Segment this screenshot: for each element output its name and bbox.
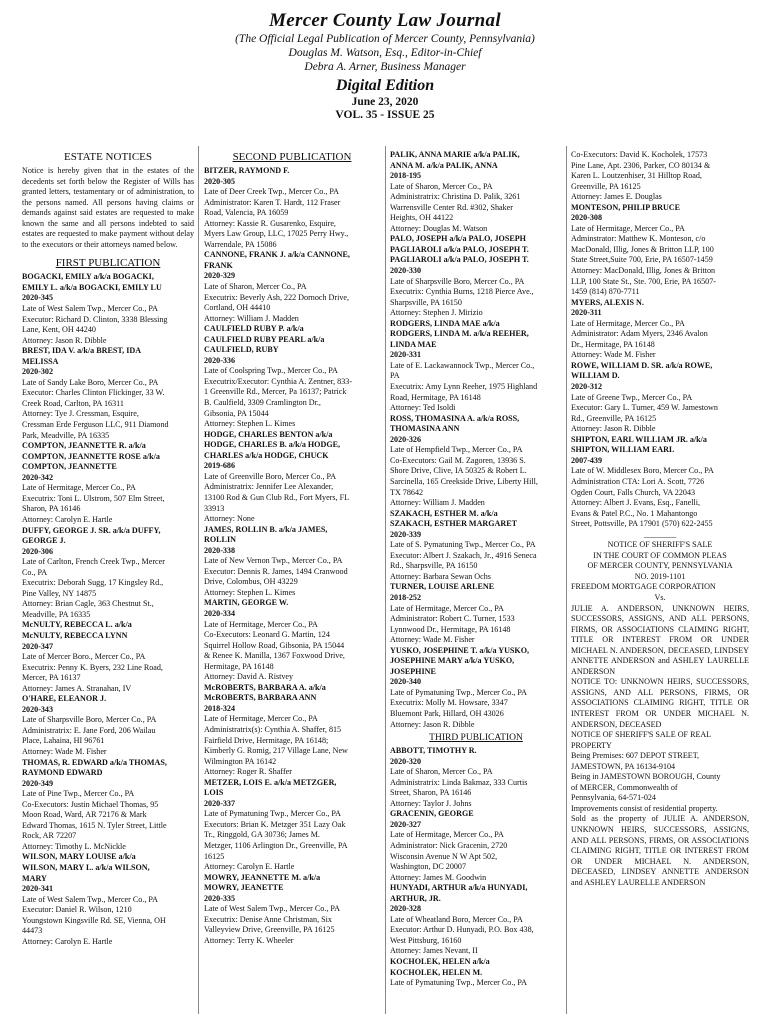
estate-detail-line: Late of Pymatuning Twp., Mercer Co., PA bbox=[390, 687, 528, 697]
estate-heading-line: PAGLIAROLI a/k/a PALO, JOSEPH T. bbox=[390, 255, 529, 265]
estate-detail-line: Attorney: Stephen J. Mirizio bbox=[390, 308, 483, 318]
column-divider bbox=[566, 146, 567, 1014]
notice-center-line: ________ bbox=[643, 529, 677, 539]
estate-heading-line: COMPTON, JEANNETTE R. a/k/a bbox=[22, 441, 146, 451]
estate-detail-line: 44473 bbox=[22, 926, 43, 936]
estate-heading-line: ABBOTT, TIMOTHY R. bbox=[390, 746, 477, 756]
estate-detail-line: Executrix: Deborah Sugg, 17 Kingsley Rd., bbox=[22, 578, 164, 588]
estate-detail-line: Late of Sharpsville Boro, Mercer Co., PA bbox=[22, 715, 157, 725]
estate-detail-line: Attorney: James E. Douglas bbox=[571, 192, 662, 202]
estate-heading-line: 2020-347 bbox=[22, 641, 54, 651]
estate-detail-line: Ogden Court, Falls Church, VA 22043 bbox=[571, 487, 696, 497]
estate-detail-line: Attorney: Brian Cagle, 363 Chestnut St., bbox=[22, 599, 154, 609]
estate-heading-line: O'HARE, ELEANOR J. bbox=[22, 694, 107, 704]
estate-detail-line: Improvements consist of residential property. bbox=[571, 803, 718, 813]
estate-heading-line: McROBERTS, BARBARA ANN bbox=[204, 693, 317, 703]
column-divider bbox=[385, 146, 386, 1014]
estate-heading-line: McROBERTS, BARBARA A. a/k/a bbox=[204, 682, 326, 692]
estate-detail-line: Myers Law Group, LLC, 17025 Perry Hwy., bbox=[204, 229, 349, 239]
estate-heading-line: SZAKACH, ESTHER M. a/k/a bbox=[390, 508, 498, 518]
estate-detail-line: Attorney: MacDonald, Illig, Jones & Britton bbox=[571, 266, 716, 276]
estate-heading-line: ANNA M. a/k/a PALIK, ANNA bbox=[390, 160, 498, 170]
estate-detail-line: Administratrix: E. Jane Ford, 206 Wailau bbox=[22, 725, 156, 735]
estate-detail-line: Late of Sharon, Mercer Co., PA bbox=[390, 181, 493, 191]
estate-detail-line: Edward Thomas, 1615 N. Tyler Street, Little bbox=[22, 820, 167, 830]
estate-detail-line: Co-Executors: Gail M. Zagoren, 13936 S. bbox=[390, 455, 526, 465]
estate-detail-line: Attorney: None bbox=[204, 514, 255, 524]
estate-detail-line: Rd., Greenville, PA 16125 bbox=[571, 413, 657, 423]
estate-detail-line: 1459 (814) 870-7711 bbox=[571, 287, 640, 297]
estate-heading-line: GRACENIN, GEORGE bbox=[390, 809, 474, 819]
estate-heading-line: 2020-330 bbox=[390, 266, 422, 276]
estate-detail-line: LLP, 100 State St., Ste. 700, Erie, PA 16507- bbox=[571, 276, 716, 286]
estate-detail-line: Cortland, OH 44410 bbox=[204, 303, 271, 313]
estate-detail-line: 33913 bbox=[204, 503, 225, 513]
estate-heading-line: 2020-331 bbox=[390, 350, 422, 360]
estate-detail-line: Administrator: Nick Gracenin, 2720 bbox=[390, 841, 508, 850]
estate-heading-line: MARTIN, GEORGE W. bbox=[204, 598, 289, 608]
estate-heading-line: RODGERS, LINDA MAE a/k/a bbox=[390, 318, 500, 328]
notice-paragraph: JULIE A. ANDERSON, UNKNOWN HEIRS, SUCCESSORS, ASSIGNS, AND ALL PERSONS, FIRMS, OR ASSOCIATIONS CLAIMING RIGHT, TITLE OR INTEREST FROM OR UNDER MICHAEL N. ANDERSON, DECEASED, LINDSEY ANNETTE ANDERSON and ASHLEY LAURELLE ANDERSON bbox=[571, 603, 749, 676]
estate-heading-line: 2020-337 bbox=[204, 798, 236, 808]
estate-detail-line: Rock, AR 72207 bbox=[22, 831, 77, 841]
estate-heading-line: ARTHUR, JR. bbox=[390, 893, 441, 903]
estate-detail-line: Late of Hermitage, Mercer Co., PA bbox=[390, 830, 504, 840]
estate-detail-line: Executors: Brian K. Metzger 351 Lazy Oak bbox=[204, 819, 346, 829]
estate-detail-line: MacDonald, Illig, Jones & Britton LLP, 100 bbox=[571, 244, 714, 254]
estate-detail-line: Administratrix: Jennifer Lee Alexander, bbox=[204, 482, 334, 492]
estate-heading-line: 2020-311 bbox=[571, 308, 602, 318]
estate-detail-line: Attorney: Jason R. Dibble bbox=[571, 424, 656, 434]
estate-detail-line: Pine Valley, NY 14875 bbox=[22, 588, 97, 598]
estate-detail-line: Late of Wheatland Boro, Mercer Co., PA bbox=[390, 914, 523, 924]
estate-detail-line: Attorney: William J. Madden bbox=[390, 498, 485, 508]
estate-detail-line: Late of Pymatuning Twp., Mercer Co., PA bbox=[390, 978, 528, 988]
estate-list bbox=[22, 272, 194, 947]
estate-heading-line: HODGE, CHARLES BENTON a/k/a bbox=[204, 429, 333, 439]
estate-detail-line: Attorney: Wade M. Fisher bbox=[390, 635, 475, 645]
estate-heading-line: 2020-341 bbox=[22, 884, 54, 894]
estate-heading-line: 2020-312 bbox=[571, 382, 603, 392]
estate-detail-line: Squirrel Hollow Road, Gibsonia, PA 15044 bbox=[204, 640, 345, 650]
estate-heading-line: MYERS, ALEXIS N. bbox=[571, 297, 644, 307]
estate-detail-line: Attorney: James M. Goodwin bbox=[390, 872, 487, 882]
estate-detail-line: Sarcinella, 165 Creekside Drive, Liberty Hill, bbox=[390, 476, 538, 486]
estate-detail-line: Attorney: Jason R. Dibble bbox=[390, 719, 475, 729]
estate-detail-line: Co., PA bbox=[22, 567, 48, 577]
estate-heading-line: SHIPTON, WILLIAM EARL bbox=[571, 445, 675, 455]
estate-heading-line: MARY bbox=[22, 873, 47, 883]
estate-detail-line: Late of Hermitage, Mercer Co., PA bbox=[204, 714, 318, 724]
estate-detail-line: Attorney: Wade M. Fisher bbox=[22, 746, 107, 756]
masthead bbox=[0, 10, 770, 122]
notice-center-line: NOTICE OF SHERIFF'S SALE bbox=[607, 540, 713, 550]
estate-detail-line: Co-Executors: Leonard G. Martin, 124 bbox=[204, 630, 330, 640]
estate-heading-line: 2020-345 bbox=[22, 293, 54, 303]
estate-detail-line: Executor: Richard D. Clinton, 3338 Blessing bbox=[22, 314, 168, 324]
estate-heading-line: ROLLIN bbox=[204, 535, 236, 545]
estate-heading-line: 2020-343 bbox=[22, 704, 54, 714]
estate-heading-line: HUNYADI, ARTHUR a/k/a HUNYADI, bbox=[390, 883, 528, 893]
estate-detail-line: FREEDOM MORTGAGE CORPORATION bbox=[571, 582, 716, 592]
estate-detail-line: Attorney: Albert J. Evans, Esq., Fanelli, bbox=[571, 498, 701, 508]
estate-detail-line: Rd., Sharpsville, PA 16150 bbox=[390, 561, 478, 571]
estate-detail-line: Late of West Salem Twp., Mercer Co., PA bbox=[22, 894, 158, 904]
estate-heading-line: 2020-305 bbox=[204, 176, 236, 186]
notice-paragraph: Sold as the property of JULIE A. ANDERSON, UNKNOWN HEIRS, SUCCESSORS, ASSIGNS, AND ALL PERSONS, FIRMS, OR ASSOCIATIONS CLAIMING RIGHT, TITLE OR INTEREST FROM OR UNDER MICHAEL N. ANDERSON, DECEASED, LINDSEY ANNETTE ANDERSON and ASHLEY LAURELLE ANDERSON bbox=[571, 814, 749, 887]
estate-detail-line: Evans & Patel P.C., No. 1 Mahantongo bbox=[571, 508, 698, 518]
column-4 bbox=[571, 150, 749, 1022]
estate-heading-line: LINDA MAE bbox=[390, 339, 437, 349]
estate-detail-line: Late of Deer Creek Twp., Mercer Co., PA bbox=[204, 187, 339, 197]
estate-heading-line: 2020-306 bbox=[22, 546, 54, 556]
estate-detail-line: Attorney: Taylor J. Johns bbox=[390, 798, 472, 808]
estate-detail-line: Dr., Hermitage, PA 16148 bbox=[571, 339, 655, 349]
estate-heading-line: WILLIAM D. bbox=[571, 371, 620, 381]
estate-heading-line: 2020-340 bbox=[390, 677, 422, 687]
first-publication-heading: FIRST PUBLICATION bbox=[55, 257, 161, 270]
estate-list bbox=[390, 150, 562, 989]
estate-detail-line: Late of Pine Twp., Mercer Co., PA bbox=[22, 789, 135, 799]
estate-detail-line: Executor: Albert J. Szakach, Jr., 4916 Seneca bbox=[390, 550, 537, 560]
estate-heading-line: 2020-308 bbox=[571, 213, 603, 223]
estate-detail-line: Executor: Daniel R. Wilson, 1210 bbox=[22, 905, 132, 915]
estate-detail-line: Attorney: Kassie R. Gusarenko, Esquire, bbox=[204, 218, 336, 228]
estate-detail-line: Late of New Vernon Twp., Mercer Co., PA bbox=[204, 556, 343, 566]
journal-title: Mercer County Law Journal bbox=[269, 10, 501, 31]
notice-center-line: NO. 2019-1101 bbox=[634, 571, 686, 581]
estate-detail-line: Cressman Erde Ferguson LLC, 911 Diamond bbox=[22, 420, 169, 430]
estate-heading-line: COMPTON, JEANNETTE bbox=[22, 462, 117, 472]
estate-detail-line: Street, Sharon, PA 16146 bbox=[390, 788, 472, 798]
estate-heading-line: WILSON, MARY LOUISE a/k/a bbox=[22, 852, 136, 862]
estate-heading-line: ROWE, WILLIAM D. SR. a/k/a ROWE, bbox=[571, 360, 713, 370]
estate-detail-line: Late of Sharpsville Boro, Mercer Co., PA bbox=[390, 276, 525, 286]
manager-line: Debra A. Arner, Business Manager bbox=[304, 61, 466, 73]
estate-detail-line: NOTICE OF SHERIFF'S SALE OF REAL bbox=[571, 730, 712, 740]
estate-heading-line: JOSEPHINE bbox=[390, 666, 436, 676]
estate-detail-line: Lane, Kent, OH 44240 bbox=[22, 325, 96, 335]
estate-detail-line: 13100 Rod & Gun Club Rd., Fort Myers, FL bbox=[204, 492, 350, 502]
notice-center-line: IN THE COURT OF COMMON PLEAS bbox=[593, 550, 727, 560]
estate-heading-line: LOIS bbox=[204, 788, 224, 798]
estate-detail-line: 1 Greenville Rd., Mercer, Pa 16137; Patrick bbox=[204, 387, 347, 397]
estate-detail-line: Late of Coolspring Twp., Mercer Co., PA bbox=[204, 366, 338, 376]
estate-detail-line: State Street,Suite 700, Erie, PA 16507-1459 bbox=[571, 255, 713, 265]
estate-detail-line: Fairfield Drive, Hermitage, PA 16148; bbox=[204, 735, 329, 745]
estate-detail-line: Kimberly G. Romig, 217 Village Lane, New bbox=[204, 746, 348, 756]
estate-detail-line: Bluemont Park, Hillard, OH 43026 bbox=[390, 708, 504, 718]
estate-detail-line: Being Premises: 607 DEPOT STREET, bbox=[571, 751, 700, 761]
estate-heading-line: SZAKACH, ESTHER MARGARET bbox=[390, 519, 518, 529]
estate-heading-line: GEORGE J. bbox=[22, 536, 66, 546]
estate-heading-line: HODGE, CHARLES B. a/k/a HODGE, bbox=[204, 440, 341, 450]
estate-detail-line: Attorney: Jason R. Dibble bbox=[22, 335, 107, 345]
estate-detail-line: Attorney: Terry K. Wheeler bbox=[204, 935, 294, 945]
estate-detail-line: West Pittsburg, 16160 bbox=[390, 935, 462, 945]
estate-heading-line: 2007-439 bbox=[571, 455, 603, 465]
estate-detail-line: Warrensville Center Rd. #302, Shaker bbox=[390, 202, 513, 212]
estate-detail-line: Executrix: Amy Lynn Reeher, 1975 Highland bbox=[390, 382, 538, 392]
estate-detail-line: Park, Meadville, PA 16335 bbox=[22, 430, 110, 440]
estate-notices-heading: ESTATE NOTICES bbox=[63, 151, 153, 163]
column-1 bbox=[22, 150, 194, 1022]
estate-detail-line: Attorney: Carolyn E. Hartle bbox=[22, 514, 113, 524]
estate-heading-line: RAYMOND EDWARD bbox=[22, 768, 103, 778]
estate-heading-line: METZER, LOIS E. a/k/a METZGER, bbox=[204, 777, 337, 787]
estate-detail-line: Shore Drive, Clive, IA 50325 & Robert L. bbox=[390, 466, 527, 476]
estate-heading-line: MELISSA bbox=[22, 356, 59, 366]
estate-heading-line: BREST, IDA V. a/k/a BREST, IDA bbox=[22, 346, 142, 356]
estate-detail-line: Warrendale, PA 15086 bbox=[204, 239, 277, 249]
notice-paragraph: NOTICE TO: UNKNOWN HEIRS, SUCCESSORS, ASSIGNS, AND ALL PERSONS, FIRMS, OR ASSOCIATIONS CLAIMING RIGHT, TITLE OR INTEREST FROM OR UNDER MICHAEL N. ANDERSON, DECEASED bbox=[571, 677, 749, 729]
estate-detail-line: Attorney: Roger R. Shaffer bbox=[204, 767, 292, 777]
estate-detail-line: Creek Road, Carlton, PA 16311 bbox=[22, 398, 124, 408]
estate-heading-line: 2020-339 bbox=[390, 529, 422, 539]
estate-detail-line: Late of Greenville Boro, Mercer Co., PA bbox=[204, 471, 337, 481]
estate-detail-line: Adminstrator: Matthew K. Monteson, c/o bbox=[571, 234, 706, 244]
estate-heading-line: 2020-349 bbox=[22, 778, 54, 788]
estate-detail-line: Attorney: Douglas M. Watson bbox=[390, 223, 488, 233]
edition-label: Digital Edition bbox=[335, 77, 435, 94]
estate-detail-line: Hermitage, PA 16148 bbox=[204, 661, 274, 671]
estate-detail-line: Road, Valencia, PA 16059 bbox=[204, 208, 289, 218]
notice-center-line: Vs. bbox=[654, 592, 666, 602]
estate-heading-line: EMILY L. a/k/a BOGACKI, EMILY LU bbox=[22, 282, 162, 292]
estate-detail-line: Mercer, PA 16137 bbox=[22, 673, 81, 683]
estate-detail-line: Executor: Arthur D. Hunyadi, P.O. Box 438, bbox=[390, 925, 534, 935]
estate-detail-line: Greenville, PA 16125 bbox=[571, 181, 641, 191]
estate-heading-line: KOCHOLEK, HELEN M. bbox=[390, 967, 483, 977]
estate-detail-line: Administrator: Adam Myers, 2346 Avalon bbox=[571, 329, 708, 339]
estate-detail-line: Valleyview Drive, Greenville, PA 16125 bbox=[204, 925, 335, 935]
estate-heading-line: TURNER, LOUISE ARLENE bbox=[390, 582, 495, 592]
estate-detail-line: B. Caulfield, 3309 Cramlington Dr., bbox=[204, 398, 321, 408]
estate-detail-line: of MERCER, Commonwealth of bbox=[571, 782, 678, 792]
estate-detail-line: 16125 bbox=[204, 851, 225, 861]
editor-line: Douglas M. Watson, Esq., Editor-in-Chief bbox=[288, 47, 482, 59]
estate-detail-line: Late of S. Pymatuning Twp., Mercer Co., PA bbox=[390, 540, 536, 550]
estate-heading-line: WILSON, MARY L. a/k/a WILSON, bbox=[22, 863, 150, 872]
journal-subtitle: (The Official Legal Publication of Mercer County, Pennsylvania) bbox=[235, 33, 535, 45]
estate-detail-line: Sharpsville, PA 16150 bbox=[390, 297, 462, 307]
estate-detail-line: Heights, OH 44122 bbox=[390, 213, 454, 223]
estate-detail-line: Executrix: Penny K. Byers, 232 Line Road, bbox=[22, 662, 163, 672]
estate-detail-line: Washington, DC 20007 bbox=[390, 862, 467, 872]
estate-detail-line: PA bbox=[390, 371, 400, 381]
estate-detail-line: Executrix: Beverly Ash, 222 Dornoch Drive, bbox=[204, 292, 349, 302]
estate-heading-line: 2020-338 bbox=[204, 545, 236, 555]
estate-detail-line: Tr., Ringgold, GA 30736; James M. bbox=[204, 830, 320, 840]
estate-detail-line: & Renee K. Manilla, 1367 Foxwood Drive, bbox=[204, 651, 345, 661]
estate-detail-line: Co-Executors: David K. Kocholek, 17573 bbox=[571, 150, 708, 159]
estate-heading-line: 2019-686 bbox=[204, 461, 236, 471]
estate-detail-line: Lynnwood Dr., Hermitage, PA 16148 bbox=[390, 624, 511, 634]
estate-detail-line: Attorney: Stephen L. Kimes bbox=[204, 419, 296, 429]
estate-detail-line: Attorney: David A. Ristvey bbox=[204, 672, 294, 682]
estate-detail-line: Late of West Salem Twp., Mercer Co., PA bbox=[22, 304, 158, 314]
estate-detail-line: Metzger, 1106 Arlington Dr., Greenville, PA bbox=[204, 841, 348, 850]
estate-heading-line: PALO, JOSEPH a/k/a PALO, JOSEPH bbox=[390, 234, 526, 244]
publication-section-heading: THIRD PUBLICATION bbox=[429, 733, 523, 744]
estate-heading-line: 2020-328 bbox=[390, 904, 422, 914]
estate-detail-line: Late of Sharon, Mercer Co., PA bbox=[390, 767, 493, 777]
estate-heading-line: JOSEPHINE MARY a/k/a YUSKO, bbox=[390, 656, 515, 666]
estate-heading-line: 2018-252 bbox=[390, 592, 422, 602]
estate-heading-line: KOCHOLEK, HELEN a/k/a bbox=[390, 957, 490, 967]
estate-detail-line: Administratrix: Linda Bakmaz, 333 Curtis bbox=[390, 777, 528, 787]
estate-heading-line: FRANK bbox=[204, 260, 233, 270]
estate-heading-line: BITZER, RAYMOND F. bbox=[204, 166, 290, 175]
estate-detail-line: Administration CTA: Lori A. Scott, 7726 bbox=[571, 476, 705, 486]
estate-detail-line: Attorney: James Nevant, II bbox=[390, 946, 478, 956]
estate-heading-line: PAGLIAROLI a/k/a PALO, JOSEPH T. bbox=[390, 244, 529, 254]
estate-heading-line: ROSS, THOMASINA A. a/k/a ROSS, bbox=[390, 413, 520, 423]
second-publication-heading: SECOND PUBLICATION bbox=[232, 151, 352, 163]
estate-heading-line: 2020-326 bbox=[390, 434, 422, 444]
estate-detail-line: Attorney: Ted Isoldi bbox=[390, 403, 456, 413]
estate-heading-line: CAULFIELD, RUBY bbox=[204, 345, 279, 355]
estate-heading-line: 2018-324 bbox=[204, 703, 236, 713]
estate-detail-line: Executor: Dennis R. James, 1494 Cranwood bbox=[204, 566, 348, 576]
estate-detail-line: Executrix: Denise Anne Christman, Six bbox=[204, 914, 332, 924]
estate-detail-line: TX 78642 bbox=[390, 487, 424, 497]
estate-detail-line: Road, Hermitage, PA 16148 bbox=[390, 392, 481, 402]
estate-detail-line: Executrix: Cynthia Burns, 1218 Pierce Ave., bbox=[390, 287, 534, 297]
estate-heading-line: McNULTY, REBECCA LYNN bbox=[22, 630, 128, 640]
estate-detail-line: Late of Hermitage, Mercer Co., PA bbox=[571, 223, 685, 233]
estate-detail-line: Late of Mercer Boro., Mercer Co., PA bbox=[22, 652, 146, 662]
estate-notices-intro: Notice is hereby given that in the estates of the decedents set forth below the Register of Wills has granted letters, testamentary or of administration, to the persons named. All persons having claims or demands against said estates are requested to make known the same and all persons indebted to said estates are requested to make payment without delay to the executors or their attorneys named below. bbox=[22, 166, 194, 249]
estate-heading-line: YUSKO, JOSEPHINE T. a/k/a YUSKO, bbox=[390, 645, 530, 655]
estate-heading-line: THOMASINA ANN bbox=[390, 424, 460, 434]
estate-heading-line: CAULFIELD RUBY P. a/k/a bbox=[204, 324, 304, 334]
estate-detail-line: Late of Pymatuning Twp., Mercer Co., PA bbox=[204, 809, 342, 819]
estate-heading-line: CHARLES a/k/a HODGE, CHUCK bbox=[204, 450, 329, 460]
column-divider bbox=[198, 146, 199, 1014]
estate-heading-line: JAMES, ROLLIN B. a/k/a JAMES, bbox=[204, 524, 328, 534]
estate-detail-line: Late of West Salem Twp., Mercer Co., PA bbox=[204, 904, 340, 914]
estate-detail-line: Late of Hermitage, Mercer Co., PA bbox=[204, 619, 318, 629]
estate-detail-line: Moon Road, Ward, AR 72176 & Mark bbox=[22, 810, 147, 820]
estate-detail-line: Attorney: Timothy L. McNickle bbox=[22, 841, 126, 851]
estate-detail-line: Attorney: Carolyn E. Hartle bbox=[22, 936, 113, 946]
estate-heading-line: PALIK, ANNA MARIE a/k/a PALIK, bbox=[390, 150, 520, 159]
estate-detail-line: Attorney: Wade M. Fisher bbox=[571, 350, 656, 360]
estate-detail-line: Late of Sharon, Mercer Co., PA bbox=[204, 282, 307, 292]
estate-detail-line: Place, Lahaina, HI 96761 bbox=[22, 736, 105, 746]
estate-detail-line: Late of Greene Twp., Mercer Co., PA bbox=[571, 392, 693, 402]
estate-detail-line: Attorney: Carolyn E. Hartle bbox=[204, 862, 295, 872]
issue-date: June 23, 2020 bbox=[351, 96, 419, 108]
estate-heading-line: 2020-342 bbox=[22, 472, 54, 482]
estate-detail-line: Executrix/Executor: Cynthia A. Zentner, 833- bbox=[204, 376, 353, 386]
column-2 bbox=[204, 150, 380, 1022]
estate-detail-line: PROPERTY bbox=[571, 740, 612, 750]
estate-heading-line: 2020-336 bbox=[204, 355, 236, 365]
notice-center-line: OF MERCER COUNTY, PENNSYLVANIA bbox=[587, 561, 733, 571]
estate-heading-line: THOMAS, R. EDWARD a/k/a THOMAS, bbox=[22, 757, 167, 767]
estate-heading-line: 2020-334 bbox=[204, 608, 236, 618]
estate-detail-line: Administratrix(s): Cynthia A. Shaffer, 815 bbox=[204, 724, 342, 734]
estate-list bbox=[204, 166, 380, 946]
estate-heading-line: 2018-195 bbox=[390, 171, 422, 181]
estate-detail-line: Sharon, PA 16146 bbox=[22, 504, 81, 514]
estate-detail-line: Administrator: Robert C. Turner, 1533 bbox=[390, 614, 515, 624]
estate-detail-line: Pine Lane, Apt. 2306, Parker, CO 80134 & bbox=[571, 160, 711, 170]
estate-detail-line: Wisconsin Avenue N W Apt 502, bbox=[390, 851, 498, 861]
estate-detail-line: Attorney: Stephen L. Kimes bbox=[204, 587, 296, 597]
estate-detail-line: Administratrix: Christina D. Palik, 3261 bbox=[390, 192, 521, 202]
estate-detail-line: Executor: Gary L. Turner, 459 W. Jamestown bbox=[571, 403, 718, 413]
estate-detail-line: Late of Carlton, French Creek Twp., Mercer bbox=[22, 557, 165, 567]
estate-detail-line: Street, Pottsville, PA 17901 (570) 622-2455 bbox=[571, 519, 713, 529]
estate-heading-line: 2020-320 bbox=[390, 756, 422, 766]
estate-heading-line: RODGERS, LINDA M. a/k/a REEHER, bbox=[390, 329, 529, 339]
estate-heading-line: MONTESON, PHILIP BRUCE bbox=[571, 202, 681, 212]
estate-heading-line: DUFFY, GEORGE J. SR. a/k/a DUFFY, bbox=[22, 525, 161, 535]
estate-detail-line: Late of E. Lackawannock Twp., Mercer Co., bbox=[390, 360, 535, 370]
estate-detail-line: Attorney: James A. Stranahan, IV bbox=[22, 683, 132, 693]
estate-detail-line: Meadville, PA 16335 bbox=[22, 609, 91, 619]
estate-heading-line: MOWRY, JEANETTE bbox=[204, 883, 284, 893]
sheriff-sale-notice bbox=[571, 150, 749, 888]
estate-detail-line: Attorney: William J. Madden bbox=[204, 313, 299, 323]
estate-heading-line: 2020-327 bbox=[390, 819, 422, 829]
estate-detail-line: Pennsylvania, 64-571-024 bbox=[571, 793, 656, 803]
estate-detail-line: Late of W. Middlesex Boro, Mercer Co., PA bbox=[571, 466, 714, 476]
estate-heading-line: McNULTY, REBECCA L. a/k/a bbox=[22, 620, 132, 630]
estate-detail-line: Late of Sandy Lake Boro, Mercer Co., PA bbox=[22, 377, 159, 387]
estate-heading-line: 2020-335 bbox=[204, 893, 236, 903]
estate-heading-line: CAULFIELD RUBY PEARL a/k/a bbox=[204, 334, 325, 344]
column-3 bbox=[390, 150, 562, 1022]
estate-heading-line: 2020-329 bbox=[204, 271, 236, 281]
estate-detail-line: Karen L. Loutzenhiser, 31 Hilltop Road, bbox=[571, 171, 702, 181]
estate-heading-line: COMPTON, JEANNETTE ROSE a/k/a bbox=[22, 451, 160, 461]
estate-detail-line: Late of Hempfield Twp., Mercer Co., PA bbox=[390, 445, 523, 455]
estate-detail-line: Executor: Charles Clinton Flickinger, 33 W. bbox=[22, 388, 165, 398]
estate-heading-line: SHIPTON, EARL WILLIAM JR. a/k/a bbox=[571, 434, 707, 444]
estate-detail-line: JAMESTOWN, PA 16134-9104 bbox=[571, 761, 676, 771]
estate-detail-line: Youngstown Kingsville Rd. SE, Vienna, OH bbox=[22, 915, 166, 925]
estate-heading-line: 2020-302 bbox=[22, 367, 54, 377]
estate-detail-line: Late of Hermitage, Mercer Co., PA bbox=[571, 318, 685, 328]
volume-issue: VOL. 35 - ISSUE 25 bbox=[335, 109, 435, 121]
estate-detail-line: Administrator: Karen T. Hardt, 112 Fraser bbox=[204, 197, 341, 207]
estate-heading-line: MOWRY, JEANNETTE M. a/k/a bbox=[204, 872, 321, 882]
estate-detail-line: Being in JAMESTOWN BOROUGH, County bbox=[571, 772, 721, 782]
estate-detail-line: Attorney: Barbara Sewan Ochs bbox=[390, 571, 491, 581]
estate-detail-line: Attorney: Tye J. Cressman, Esquire, bbox=[22, 409, 139, 419]
estate-detail-line: Drive, Colombus, OH 43229 bbox=[204, 577, 298, 587]
estate-detail-line: Wilmington PA 16142 bbox=[204, 756, 277, 766]
estate-heading-line: BOGACKI, EMILY a/k/a BOGACKI, bbox=[22, 272, 154, 282]
estate-detail-line: Late of Hermitage, Mercer Co., PA bbox=[390, 603, 504, 613]
estate-detail-line: Gibsonia, PA 15044 bbox=[204, 408, 269, 418]
estate-heading-line: CANNONE, FRANK J. a/k/a CANNONE, bbox=[204, 250, 350, 260]
estate-detail-line: Executrix: Molly M. Howsare, 3347 bbox=[390, 698, 508, 708]
estate-detail-line: Executrix: Toni L. Ulstrom, 507 Elm Street, bbox=[22, 493, 165, 503]
estate-detail-line: Late of Hermitage, Mercer Co., PA bbox=[22, 483, 136, 493]
estate-detail-line: Co-Executors: Justin Michael Thomas, 95 bbox=[22, 799, 159, 809]
